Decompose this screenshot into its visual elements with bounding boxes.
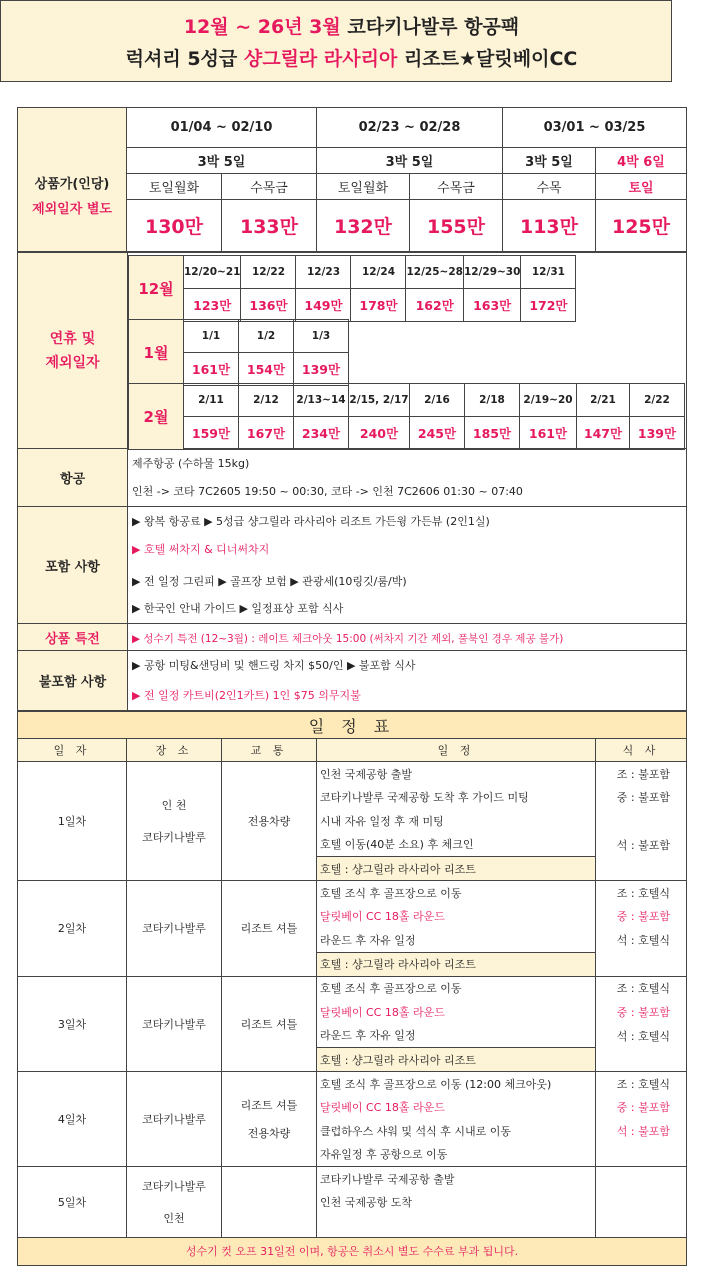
- transport: 리조트 셔틀: [240, 1099, 298, 1112]
- holiday-label-line-1: 연휴 및: [49, 330, 96, 347]
- holiday-date: 2/15, 2/17: [349, 384, 410, 417]
- nights-2: 3박 5일: [317, 148, 503, 174]
- meal-dinner: 석 : 호텔식: [596, 1024, 687, 1048]
- place: 인 천: [161, 799, 187, 812]
- holiday-section: [17, 252, 687, 449]
- itinerary-blank: [317, 1214, 596, 1238]
- price-value: 133만: [222, 200, 317, 252]
- place: 코타키나발루: [127, 976, 222, 1072]
- holiday-price: 136만: [241, 289, 296, 322]
- day-label: 1일차: [18, 762, 127, 881]
- price-value: 130만: [127, 200, 222, 252]
- itinerary-item: 라운드 후 자유 일정: [317, 928, 596, 952]
- holiday-date: 12/25~28: [406, 256, 463, 289]
- price-value: 155만: [410, 200, 503, 252]
- holiday-date: 1/1: [184, 320, 239, 353]
- day1-place: [127, 762, 222, 881]
- day-label: 3일차: [18, 976, 127, 1072]
- january-table: [128, 319, 349, 386]
- title-line-2: [0, 44, 703, 71]
- place: 코타키나발루: [127, 1072, 222, 1167]
- holiday-date: 2/11: [184, 384, 239, 417]
- holiday-price: 149만: [296, 289, 351, 322]
- transport: 전용차량: [222, 762, 317, 881]
- title-grade: 럭셔리 5성급: [125, 48, 244, 70]
- title-period: 12월 ~ 26년 3월: [183, 16, 341, 38]
- holiday-price: 123만: [184, 289, 241, 322]
- special-section: [17, 624, 687, 651]
- header-transport: 교 통: [222, 739, 317, 762]
- exclude-section: [17, 651, 687, 711]
- holiday-price: 154만: [239, 353, 294, 386]
- footer-notice: 성수기 컷 오프 31일전 이며, 항공은 취소시 별도 수수료 부과 됩니다.: [17, 1237, 687, 1266]
- meal-dinner: 석 : 호텔식: [596, 928, 687, 952]
- price-value: 125만: [596, 200, 687, 252]
- place: 인천: [163, 1212, 185, 1226]
- holiday-date: 12/31: [521, 256, 576, 289]
- airline-info: 제주항공 (수하물 15kg): [132, 457, 250, 470]
- holiday-price: 240만: [349, 417, 410, 450]
- february-table: [128, 383, 685, 450]
- holiday-date: 12/20~21: [184, 256, 241, 289]
- price-label: 상품가(인당): [34, 176, 110, 192]
- meal-empty: [596, 1167, 687, 1191]
- meal-lunch: 중 : 불포함: [596, 905, 687, 929]
- holiday-date: 2/21: [577, 384, 630, 417]
- meal-empty: [596, 1191, 687, 1215]
- meal-breakfast: 조 : 호텔식: [596, 881, 687, 905]
- holiday-price: 161만: [184, 353, 239, 386]
- exclude-label: 불포함 사항: [18, 651, 128, 710]
- holiday-date: 2/12: [239, 384, 294, 417]
- itinerary-item: 달릿베이 CC 18홀 라운드: [317, 905, 596, 929]
- nights-3: 3박 5일: [503, 148, 596, 174]
- itinerary-item: 호텔 조식 후 골프장으로 이동 (12:00 체크아웃): [317, 1072, 596, 1096]
- price-table: [17, 107, 687, 252]
- meal-lunch: 중 : 불포함: [596, 1000, 687, 1024]
- header-day: 일 자: [18, 739, 127, 762]
- header-place: 장 소: [127, 739, 222, 762]
- holiday-price: 161만: [520, 417, 577, 450]
- holiday-date: 2/18: [465, 384, 520, 417]
- flight-label: 항공: [18, 449, 128, 506]
- december-table: [128, 255, 576, 322]
- include-label: 포함 사항: [18, 507, 128, 623]
- month-label: 2월: [129, 384, 184, 450]
- include-item: ▶ 전 일정 그린피 ▶ 골프장 보험 ▶ 관광세(10링깃/룸/박): [132, 575, 407, 588]
- day-label: 5일차: [18, 1167, 127, 1239]
- day4-transport: [222, 1072, 317, 1167]
- meal-empty: [596, 1143, 687, 1167]
- itinerary-item: 달릿베이 CC 18홀 라운드: [317, 1096, 596, 1120]
- itinerary-item: 달릿베이 CC 18홀 라운드: [317, 1000, 596, 1024]
- itinerary-item: 시내 자유 일정 후 재 미팅: [317, 809, 596, 833]
- days-1: 토일월화: [127, 174, 222, 200]
- itinerary-item: 호텔 조식 후 골프장으로 이동: [317, 976, 596, 1000]
- days-4: 수목금: [410, 174, 503, 200]
- holiday-price: 172만: [521, 289, 576, 322]
- place: 코타키나발루: [127, 881, 222, 977]
- itinerary-item: 호텔 조식 후 골프장으로 이동: [317, 881, 596, 905]
- holiday-price: 167만: [239, 417, 294, 450]
- holiday-price: 147만: [577, 417, 630, 450]
- hotel-info: 호텔 : 샹그릴라 라사리아 리조트: [317, 857, 596, 881]
- days-6: 토일: [596, 174, 687, 200]
- holiday-price: 234만: [294, 417, 349, 450]
- holiday-price: 159만: [184, 417, 239, 450]
- title-line-1: [0, 12, 703, 39]
- holiday-date: 1/3: [294, 320, 349, 353]
- hotel-info: 호텔 : 샹그릴라 라사리아 리조트: [317, 952, 596, 976]
- flight-section: [17, 449, 687, 507]
- holiday-date: 1/2: [239, 320, 294, 353]
- holiday-date: 2/19~20: [520, 384, 577, 417]
- special-label: 상품 특전: [18, 624, 128, 650]
- price-value: 113만: [503, 200, 596, 252]
- header-meals: 식 사: [596, 739, 687, 762]
- period-1: 01/04 ~ 02/10: [127, 108, 317, 148]
- holiday-date: 12/23: [296, 256, 351, 289]
- include-item: ▶ 호텔 써차지 & 디너써차지: [132, 543, 270, 556]
- holiday-price: 245만: [410, 417, 465, 450]
- holiday-label-line-2: 제외일자: [45, 354, 100, 371]
- meal-breakfast: 조 : 호텔식: [596, 976, 687, 1000]
- place: 코타키나발루: [142, 831, 206, 844]
- transport: 전용차량: [247, 1127, 291, 1140]
- title-golf: 리조트★달릿베이CC: [397, 48, 578, 70]
- title-banner: [0, 0, 672, 82]
- price-exclusion-note: 제외일자 별도: [32, 201, 112, 217]
- day-label: 4일차: [18, 1072, 127, 1167]
- meal-dinner: 석 : 불포함: [596, 833, 687, 857]
- price-value: 132만: [317, 200, 410, 252]
- include-section: [17, 507, 687, 624]
- month-label: 12월: [129, 256, 184, 322]
- itinerary-item: 인천 국제공항 출발: [317, 762, 596, 786]
- day5-place: [127, 1167, 222, 1239]
- meal-lunch: 중 : 불포함: [596, 786, 687, 810]
- holiday-price: 178만: [351, 289, 406, 322]
- special-benefit: ▶ 성수기 특전 (12~3월) : 레이트 체크아웃 15:00 (써차지 기간 제외, 풀북인 경우 제공 불가): [132, 633, 564, 645]
- days-5: 수목: [503, 174, 596, 200]
- include-item: ▶ 왕복 항공료 ▶ 5성급 샹그릴라 라사리아 리조트 가든윙 가든뷰 (2인1실): [132, 515, 490, 528]
- itinerary-item: 라운드 후 자유 일정: [317, 1024, 596, 1048]
- holiday-price: 163만: [463, 289, 520, 322]
- include-item: ▶ 한국인 안내 가이드 ▶ 일정표상 포함 식사: [132, 602, 344, 615]
- day5-transport: [222, 1167, 317, 1239]
- days-3: 토일월화: [317, 174, 410, 200]
- period-3: 03/01 ~ 03/25: [503, 108, 687, 148]
- holiday-label: [18, 253, 128, 448]
- header-itinerary: 일 정: [317, 739, 596, 762]
- holiday-price: 162만: [406, 289, 463, 322]
- itinerary-item: 인천 국제공항 도착: [317, 1191, 596, 1215]
- holiday-price: 139만: [294, 353, 349, 386]
- title-product: 코타키나발루 항공팩: [340, 16, 520, 38]
- schedule-title: 일 정 표: [18, 712, 687, 739]
- place: 코타키나발루: [142, 1180, 206, 1194]
- meal-empty: [596, 857, 687, 881]
- price-label-cell: [18, 108, 127, 252]
- flight-schedule: 인천 -> 코타 7C2605 19:50 ~ 00:30, 코타 -> 인천 7C2606 01:30 ~ 07:40: [132, 485, 523, 498]
- days-2: 수목금: [222, 174, 317, 200]
- holiday-date: 12/29~30: [463, 256, 520, 289]
- hotel-info: 호텔 : 샹그릴라 라사리아 리조트: [317, 1048, 596, 1072]
- itinerary-item: 코타키나발루 국제공항 출발: [317, 1167, 596, 1191]
- holiday-date: 2/16: [410, 384, 465, 417]
- itinerary-item: 호텔 이동(40분 소요) 후 체크인: [317, 833, 596, 857]
- meal-breakfast: 조 : 호텔식: [596, 1072, 687, 1096]
- transport: 리조트 셔틀: [222, 976, 317, 1072]
- holiday-date: 2/13~14: [294, 384, 349, 417]
- meal-empty: [596, 1214, 687, 1238]
- itinerary-item: 자유일정 후 공항으로 이동: [317, 1143, 596, 1167]
- meal-dinner: 석 : 불포함: [596, 1119, 687, 1143]
- month-label: 1월: [129, 320, 184, 386]
- nights-1: 3박 5일: [127, 148, 317, 174]
- meal-breakfast: 조 : 불포함: [596, 762, 687, 786]
- itinerary-item: 코타키나발루 국제공항 도착 후 가이드 미팅: [317, 786, 596, 810]
- day-label: 2일차: [18, 881, 127, 977]
- exclude-item: ▶ 공항 미팅&샌딩비 및 핸드링 차지 $50/인 ▶ 불포함 식사: [132, 659, 416, 672]
- meal-empty: [596, 1048, 687, 1072]
- holiday-date: 12/24: [351, 256, 406, 289]
- holiday-price: 185만: [465, 417, 520, 450]
- holiday-date: 12/22: [241, 256, 296, 289]
- exclude-item: ▶ 전 일정 카트비(2인1카트) 1인 $75 의무지불: [132, 689, 361, 702]
- itinerary-item: 클럽하우스 샤워 및 석식 후 시내로 이동: [317, 1119, 596, 1143]
- transport: 리조트 셔틀: [222, 881, 317, 977]
- nights-4: 4박 6일: [596, 148, 687, 174]
- meal-blank: [596, 809, 687, 833]
- schedule-table: [17, 711, 687, 1239]
- holiday-date: 2/22: [630, 384, 685, 417]
- meal-empty: [596, 952, 687, 976]
- title-hotel: 샹그릴라 라사리아: [243, 48, 398, 70]
- meal-lunch: 중 : 불포함: [596, 1096, 687, 1120]
- period-2: 02/23 ~ 02/28: [317, 108, 503, 148]
- holiday-price: 139만: [630, 417, 685, 450]
